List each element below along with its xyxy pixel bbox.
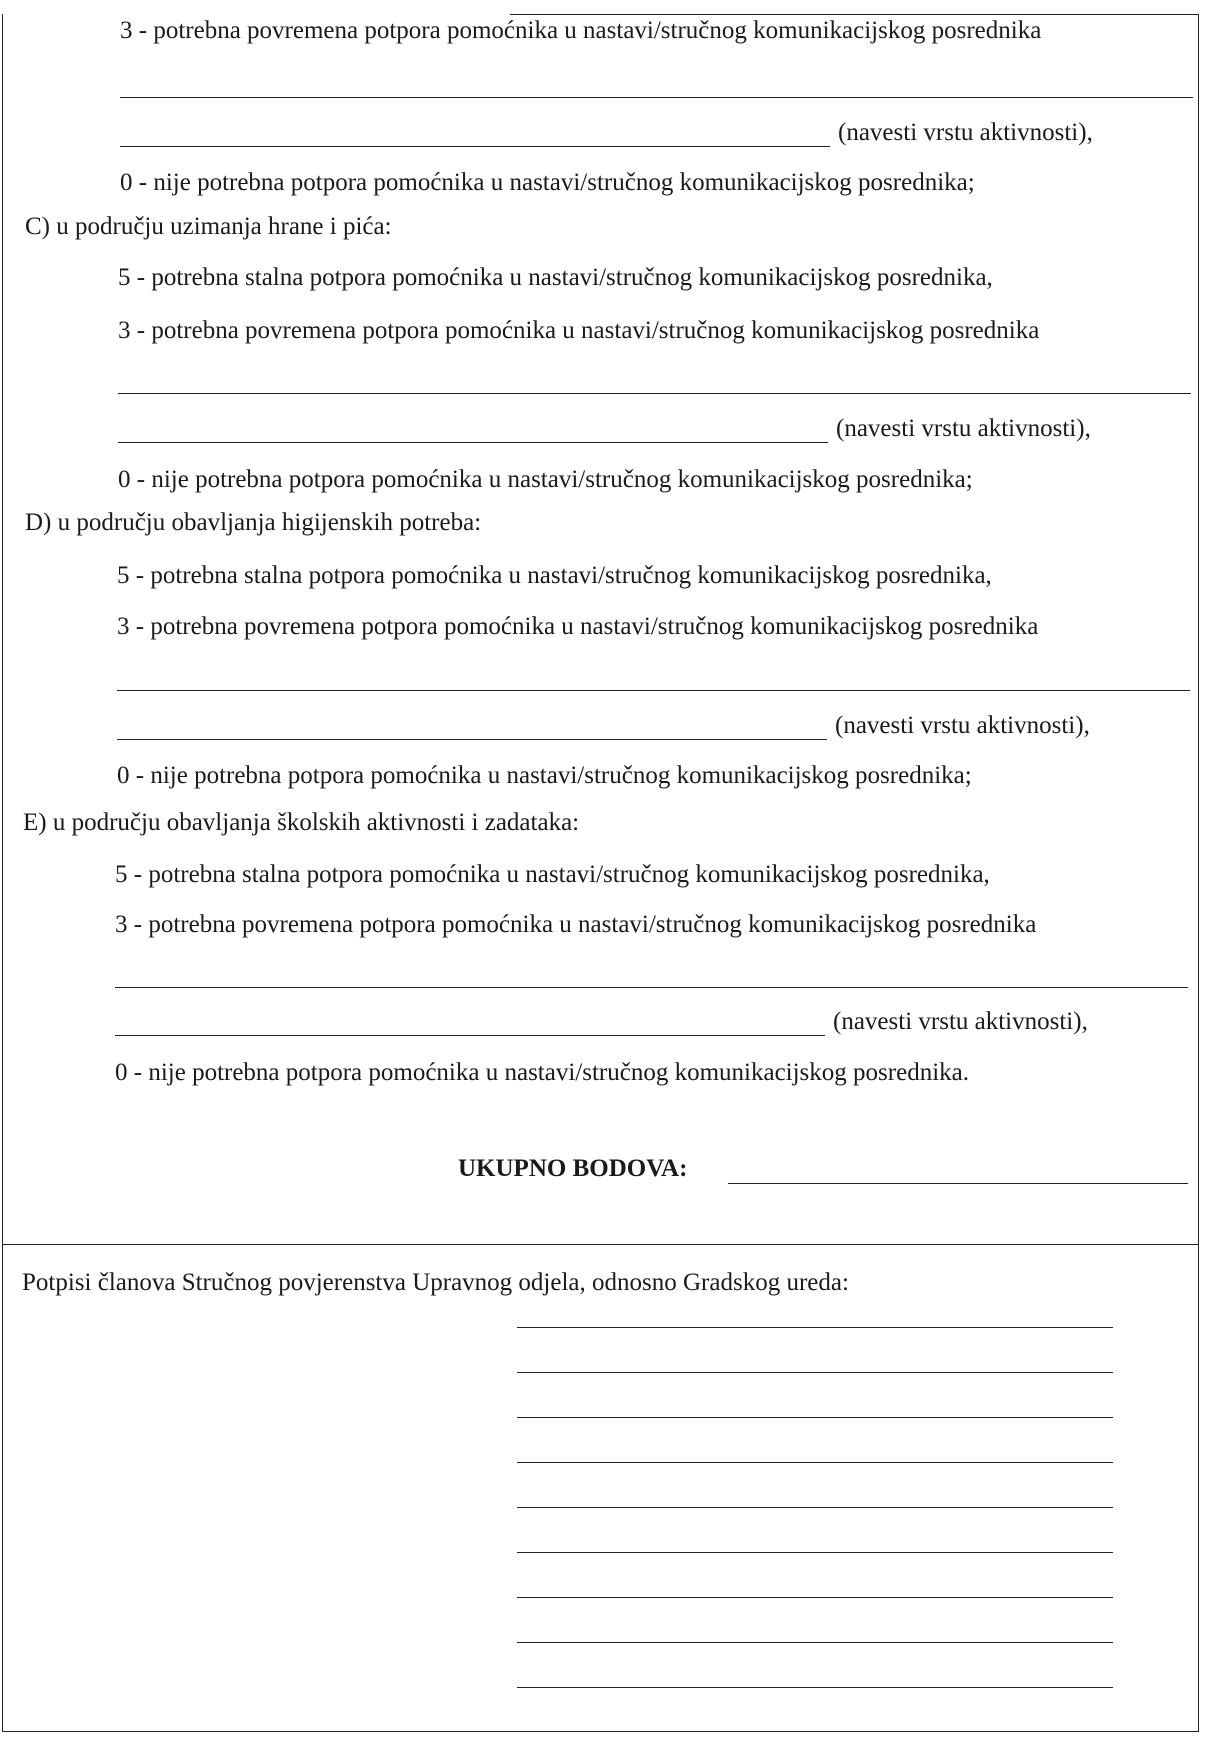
section-e-specify-note: (navesti vrstu aktivnosti), [833,1008,1088,1035]
section-d-heading: D) u području obavljanja higijenskih potreba: [25,509,482,536]
section-e-occasional-option: 3 - potrebna povremena potpora pomoćnika u nastavi/stručnog komunikacijskog posrednika [115,911,1037,938]
top-specify-note: (navesti vrstu aktivnosti), [838,119,1093,146]
top-activity-line-2[interactable] [120,146,830,147]
section-e-activity-line-1[interactable] [115,987,1188,988]
signature-line[interactable] [517,1417,1113,1418]
signature-line[interactable] [517,1687,1113,1688]
section-c-none-option: 0 - nije potrebna potpora pomoćnika u nastavi/stručnog komunikacijskog posrednika; [118,466,973,493]
section-e-heading: E) u području obavljanja školskih aktivnosti i zadataka: [23,809,580,836]
signature-line[interactable] [517,1372,1113,1373]
section-d-constant-option: 5 - potrebna stalna potpora pomoćnika u nastavi/stručnog komunikacijskog posrednika, [117,562,992,589]
signature-line[interactable] [517,1552,1113,1553]
top-activity-line-1[interactable] [120,97,1193,98]
section-c-heading: C) u području uzimanja hrane i pića: [25,213,392,240]
section-d-none-option: 0 - nije potrebna potpora pomoćnika u nastavi/stručnog komunikacijskog posrednika; [117,762,972,789]
signature-line[interactable] [517,1462,1113,1463]
section-d-activity-line-1[interactable] [117,690,1190,691]
section-c-specify-note: (navesti vrstu aktivnosti), [836,415,1091,442]
frame-top-border [510,14,1199,15]
top-none-option: 0 - nije potrebna potpora pomoćnika u nastavi/stručnog komunikacijskog posrednika; [120,169,975,196]
section-d-specify-note: (navesti vrstu aktivnosti), [835,712,1090,739]
signature-line[interactable] [517,1597,1113,1598]
top-occasional-option: 3 - potrebna povremena potpora pomoćnika u nastavi/stručnog komunikacijskog posrednika [120,17,1042,44]
section-e-constant-option: 5 - potrebna stalna potpora pomoćnika u nastavi/stručnog komunikacijskog posrednika, [115,861,990,888]
section-divider [2,1244,1199,1245]
section-e-activity-line-2[interactable] [115,1035,825,1036]
signature-line[interactable] [517,1507,1113,1508]
section-c-activity-line-1[interactable] [118,393,1191,394]
frame-right-border [1198,14,1199,1732]
total-points-field[interactable] [728,1183,1188,1184]
total-points-label: UKUPNO BODOVA: [458,1155,688,1182]
section-c-constant-option: 5 - potrebna stalna potpora pomoćnika u nastavi/stručnog komunikacijskog posrednika, [118,264,993,291]
section-d-activity-line-2[interactable] [117,739,827,740]
signatures-label: Potpisi članova Stručnog povjerenstva Upravnog odjela, odnosno Gradskog ureda: [22,1269,849,1296]
frame-bottom-border [2,1731,1199,1732]
section-c-activity-line-2[interactable] [118,442,828,443]
signature-line[interactable] [517,1327,1113,1328]
frame-left-border [2,14,3,1732]
section-e-none-option: 0 - nije potrebna potpora pomoćnika u nastavi/stručnog komunikacijskog posrednika. [115,1059,969,1086]
section-c-occasional-option: 3 - potrebna povremena potpora pomoćnika u nastavi/stručnog komunikacijskog posrednika [118,317,1040,344]
section-d-occasional-option: 3 - potrebna povremena potpora pomoćnika u nastavi/stručnog komunikacijskog posrednika [117,613,1039,640]
signature-line[interactable] [517,1642,1113,1643]
